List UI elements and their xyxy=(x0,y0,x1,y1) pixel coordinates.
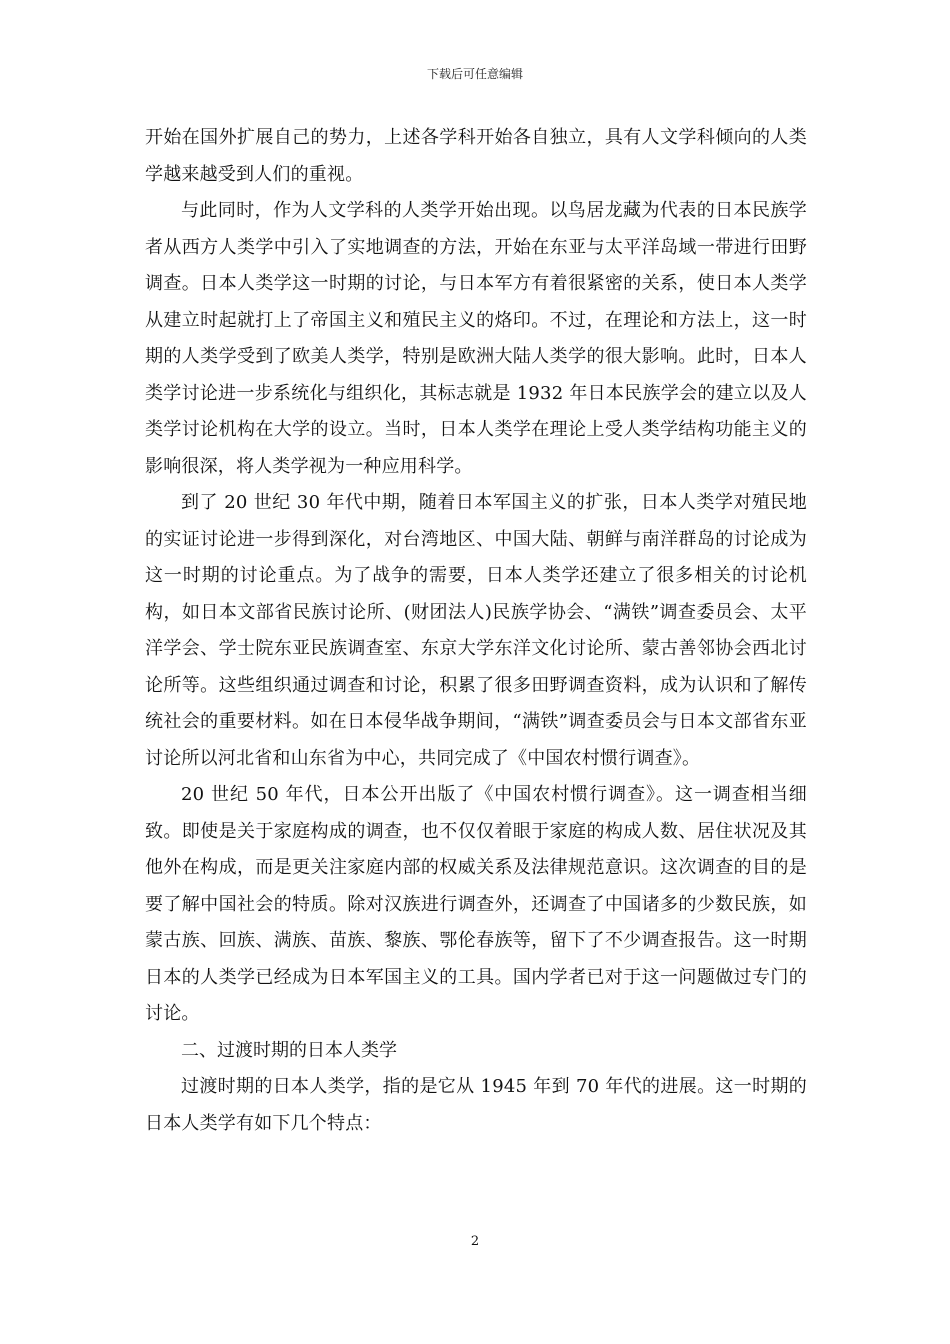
paragraph-humanities-anthropology: 与此同时，作为人文学科的人类学开始出现。以鸟居龙藏为代表的日本民族学者从西方人类学中引入了实地调查的方法，开始在东亚与太平洋岛域一带进行田野调查。日本人类学这一时期的讨论，与日本军方有着很紧密的关系，使日本人类学从建立时起就打上了帝国主义和殖民主义的烙印。不过，在理论和方法上，这一时期的人类学受到了欧美人类学，特别是欧洲大陆人类学的很大影响。此时，日本人类学讨论进一步系统化与组织化，其标志就是 1932 年日本民族学会的建立以及人类学讨论机构在大学的设立。当时，日本人类学在理论上受人类学结构功能主义的影响很深，将人类学视为一种应用科学。 xyxy=(145,200,807,477)
paragraph-1950s-survey: 20 世纪 50 年代，日本公开出版了《中国农村惯行调查》。这一调查相当细致。即使是关于家庭构成的调查，也不仅仅着眼于家庭的构成人数、居住状况及其他外在构成，而是更关注家庭内部的权威关系及法律规范意识。这次调查的目的是要了解中国社会的特质。除对汉族进行调查外，还调查了中国诸多的少数民族，如蒙古族、回族、满族、苗族、黎族、鄂伦春族等，留下了不少调查报告。这一时期日本的人类学已经成为日本军国主义的工具。国内学者已对于这一问题做过专门的讨论。 xyxy=(145,784,807,1024)
paragraph-transition-period: 过渡时期的日本人类学，指的是它从 1945 年到 70 年代的进展。这一时期的日本人类学有如下几个特点： xyxy=(145,1076,807,1134)
document-body xyxy=(145,120,807,1142)
page-header: 下载后可任意编辑 xyxy=(426,67,523,81)
paragraph-1930s-expansion: 到了 20 世纪 30 年代中期，随着日本军国主义的扩张，日本人类学对殖民地的实证讨论进一步得到深化，对台湾地区、中国大陆、朝鲜与南洋群岛的讨论成为这一时期的讨论重点。为了战争的需要，日本人类学还建立了很多相关的讨论机构，如日本文部省民族讨论所、(财团法人)民族学协会、“满铁”调查委员会、太平洋学会、学士院东亚民族调查室、东京大学东洋文化讨论所、蒙古善邻协会西北讨论所等。这些组织通过调查和讨论，积累了很多田野调查资料，成为认识和了解传统社会的重要材料。如在日本侵华战争期间，“满铁”调查委员会与日本文部省东亚讨论所以河北省和山东省为中心，共同完成了《中国农村惯行调查》。 xyxy=(145,492,807,769)
page-number: 2 xyxy=(470,1234,480,1249)
paragraph-continuation: 开始在国外扩展自己的势力，上述各学科开始各自独立，具有人文学科倾向的人类学越来越受到人们的重视。 xyxy=(145,127,807,185)
section-heading: 二、过渡时期的日本人类学 xyxy=(181,1039,397,1061)
